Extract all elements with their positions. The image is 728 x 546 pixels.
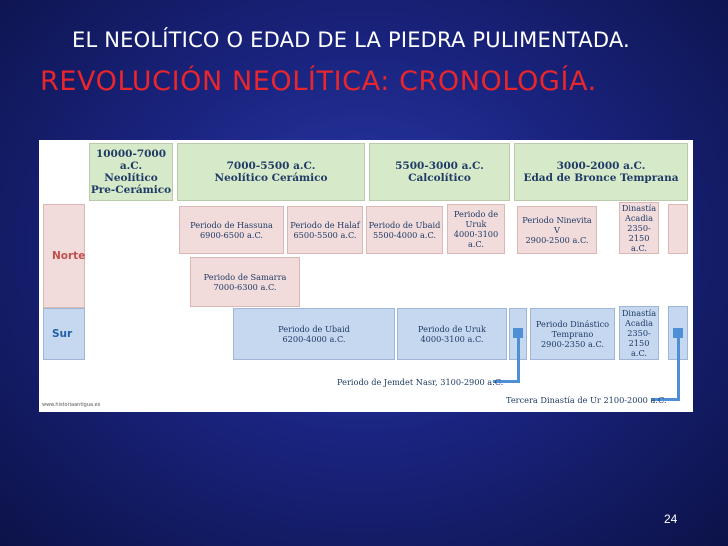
region-north: Norte: [43, 204, 85, 308]
period-ubaid-north: Periodo de Ubaid 5500-4000 a.C.: [366, 206, 443, 254]
header-ceramic: 7000-5500 a.C. Neolítico Cerámico: [177, 143, 365, 201]
header-calcolitico: 5500-3000 a.C. Calcolítico: [369, 143, 510, 201]
dynasty-acadia-south: Dinastía Acadia 2350- 2150 a.C.: [619, 306, 659, 360]
north-extension-bar: [668, 204, 688, 254]
period-uruk-north: Periodo de Uruk 4000-3100 a.C.: [447, 204, 505, 254]
period-dinastico-temprano: Periodo Dinástico Temprano 2900-2350 a.C.: [530, 308, 615, 360]
jemdet-nasr-connector-v: [517, 338, 520, 383]
header-preceramic: 10000-7000 a.C. Neolítico Pre-Cerámico: [89, 143, 173, 201]
page-number: 24: [664, 512, 678, 526]
period-halaf-north: Periodo de Halaf 6500-5500 a.C.: [287, 206, 363, 254]
source-watermark: www.historiaantigua.es: [42, 402, 101, 408]
ur-marker: [673, 328, 683, 338]
slide-subtitle: REVOLUCIÓN NEOLÍTICA: CRONOLOGÍA.: [40, 66, 597, 97]
region-south: Sur: [43, 308, 85, 360]
ur-connector-v: [677, 338, 680, 401]
slide-title: EL NEOLÍTICO O EDAD DE LA PIEDRA PULIMENTADA.: [72, 28, 630, 52]
period-ninevita: Periodo Ninevita V 2900-2500 a.C.: [517, 206, 597, 254]
period-ubaid-south: Periodo de Ubaid 6200-4000 a.C.: [233, 308, 395, 360]
jemdet-nasr-marker: [513, 328, 523, 338]
ur-label: Tercera Dinastía de Ur 2100-2000 a.C.: [506, 395, 667, 405]
header-bronze: 3000-2000 a.C. Edad de Bronce Temprana: [514, 143, 688, 201]
period-hassuna: Periodo de Hassuna 6900-6500 a.C.: [179, 206, 284, 254]
period-uruk-south: Periodo de Uruk 4000-3100 a.C.: [397, 308, 507, 360]
period-samarra: Periodo de Samarra 7000-6300 a.C.: [190, 257, 300, 307]
chronology-chart: [39, 140, 693, 412]
jemdet-nasr-label: Periodo de Jemdet Nasr, 3100-2900 a.C.: [337, 377, 504, 387]
dynasty-acadia-north: Dinastía Acadia 2350- 2150 a.C.: [619, 202, 659, 254]
